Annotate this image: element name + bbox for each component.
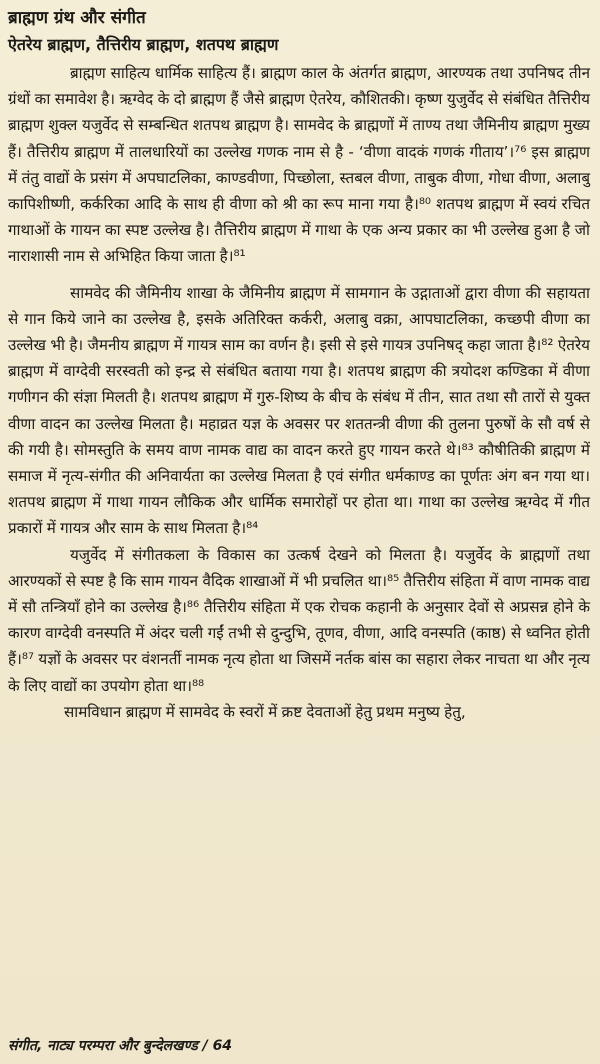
section-subheading: ऐतरेय ब्राह्मण, तैत्तिरीय ब्राह्मण, शतपथ ब्राह्मण [8, 35, 279, 54]
page-footer: संगीत, नाट्य परम्परा और बुन्देलखण्ड / 64 [8, 1038, 233, 1054]
paragraph-2: सामवेद की जैमिनीय शाखा के जैमिनीय ब्राह्मण में सामगान के उद्गाताओं द्वारा वीणा की सहायता से गान किये जाने का उल्लेख है, इसके अतिरिक्त कर्करी, अलाबु वक्रा, आपघाटलिका, कच्छपी वीणा का उल्लेख भी है। जैमनीय ब्राह्मण में गायत्र साम का वर्णन है। इसी से इसे गायत्र उपनिषद् कहा जाता है।⁸² ऐतरेय ब्राह्मण में वाग्देवी सरस्वती को इन्द्र से संबंधित बताया गया है। शतपथ ब्राह्मण की त्रयोदश कण्डिका में वीणा गणीगन की संज्ञा मिलती है। शतपथ ब्राह्मण में गुरु-शिष्य के बीच के संबंध में तीन, सात तथा सौ तारों से युक्त वीणा वादन का उल्लेख मिलता है। महाव्रत यज्ञ के अवसर पर शततन्त्री वीणा की तुलना पुरुषों के सौ वर्ष से की गयी है। सोमस्तुति के समय वाण नामक वाद्य का वादन करते हुए गायन करते थे।⁸³ कौषीतिकी ब्राह्मण में समाज में नृत्य-संगीत की अनिवार्यता का उल्लेख मिलता है एवं संगीत धर्मकाण्ड का पूर्णतः अंग बन गया था। शतपथ ब्राह्मण में गाथा गायन लौकिक और धार्मिक समारोहों पर होता था। गाथा का उल्लेख ऋग्वेद में गीत प्रकारों में गायत्र और साम के साथ मिलता है।⁸⁴ [8, 283, 590, 538]
paragraph-3: यजुर्वेद में संगीतकला के विकास का उत्कर्ष देखने को मिलता है। यजुर्वेद के ब्राह्मणों तथा आरण्यकों से स्पष्ट है कि साम गायन वैदिक शाखाओं में भी प्रचलित था।⁸⁵ तैत्तिरीय संहिता में वाण नामक वाद्य में सौ तन्त्रियाँ होने का उल्लेख है।⁸⁶ तैत्तिरीय संहिता में एक रोचक कहानी के अनुसार देवों से अप्रसन्न होने के कारण वाग्देवी वनस्पति में अंदर चली गईं तभी से दुन्दुभि, तूणव, वीणा, आदि वनस्पति (काष्ठ) से ध्वनित होती हैं।⁸⁷ यज्ञों के अवसर पर वंशनर्ती नामक नृत्य होता था जिसमें नर्तक बांस का सहारा लेकर नाचता था और नृत्य के लिए वाद्यों का उपयोग होता था।⁸⁸ [8, 545, 590, 695]
paragraph-4: सामविधान ब्राह्मण में सामवेद के स्वरों में क्रष्ट देवताओं हेतु प्रथम मनुष्य हेतु, [64, 702, 466, 721]
paragraph-1: ब्राह्मण साहित्य धार्मिक साहित्य हैं। ब्राह्मण काल के अंतर्गत ब्राह्मण, आरण्यक तथा उपनिषद तीन ग्रंथों का समावेश है। ऋग्वेद के दो ब्राह्मण हैं जैसे ब्राह्मण ऐतरेय, कौशितकी। कृष्ण युजुर्वेद से संबंधित तैत्तिरीय ब्राह्मण शुक्ल यजुर्वेद से सम्बन्धित शतपथ ब्राह्मण है। सामवेद के ब्राह्मणों में ताण्य तथा जैमिनीय ब्राह्मण मुख्य हैं। तैत्तिरीय ब्राह्मण में तालधारियों का उल्लेख गणक नाम से है - ‘वीणा वादकं गणकं गीताय’।⁷⁶ इस ब्राह्मण में तंतु वाद्यों के प्रसंग में अपघाटलिका, काण्डवीणा, पिच्छोला, स्तबल वीणा, ताबुक वीणा, गोधा वीणा, अलाबु कापिशीष्णी, कर्करिका आदि के साथ ही वीणा को श्री का रूप माना गया है।⁸⁰ शतपथ ब्राह्मण में स्वयं रचित गाथाओं के गायन का स्पष्ट उल्लेख है। तैत्तिरीय ब्राह्मण में गाथा के एक अन्य प्रकार का भी उल्लेख हुआ है जो नाराशासी नाम से अभिहित किया जाता है।⁸¹ [8, 64, 590, 266]
chapter-heading: ब्राह्मण ग्रंथ और संगीत [8, 8, 146, 28]
